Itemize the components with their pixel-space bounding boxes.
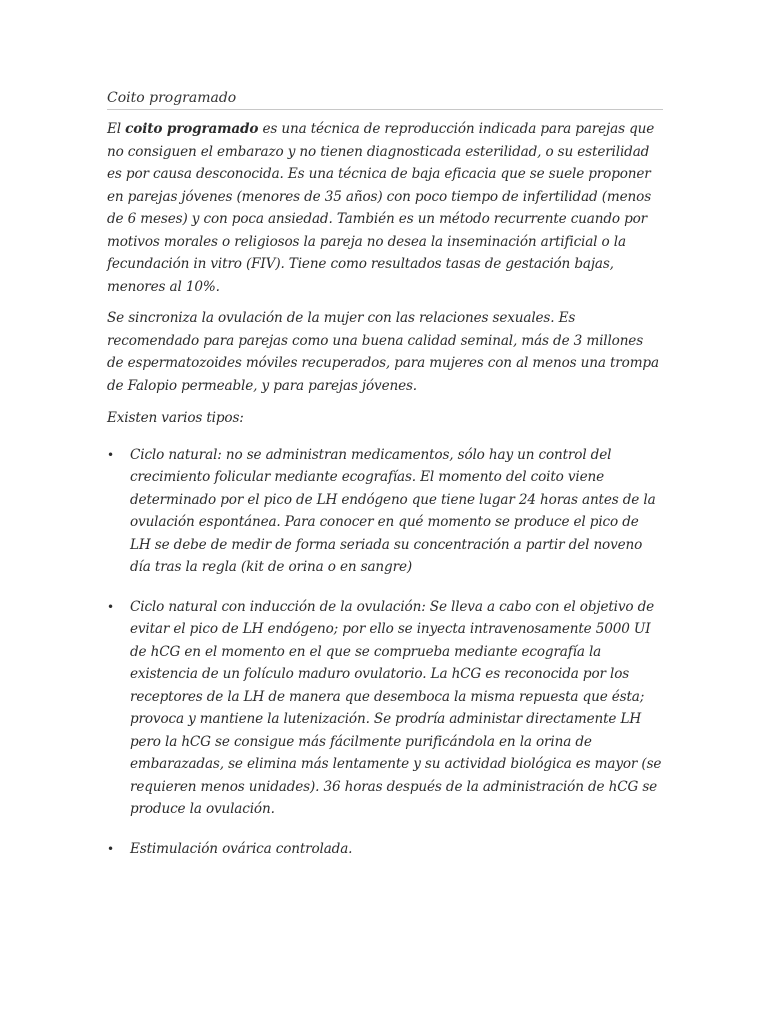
list-item-natural-cycle <box>107 444 663 579</box>
section-heading: Coito programado <box>107 88 663 110</box>
list-item-induced-ovulation <box>107 596 663 821</box>
bullet-icon: • <box>107 841 114 856</box>
term-coito-programado: coito programado <box>125 121 259 137</box>
bullet-icon: • <box>107 447 114 462</box>
paragraph-types-intro: Existen varios tipos: <box>107 410 244 426</box>
paragraph-definition-body: es una técnica de reproducción indicada para parejas que no consiguen el embarazo y no tienen diagnosticada esterilidad, o su esterilidad es por causa desconocida. Es una técnica de baja eficacia que se suele proponer en parejas jóvenes (menores de 35 años) con poco tiempo de infertilidad (menos de 6 meses) y con poca ansiedad. También es un método recurrente cuando por motivos morales o religiosos la pareja no desea la inseminación artificial o la fecundación in vitro (FIV). Tiene como resultados tasas de gestación bajas, menores al 10%. <box>107 121 655 295</box>
document-page <box>107 88 663 877</box>
list-item-text: Ciclo natural con inducción de la ovulación: Se lleva a cabo con el objetivo de evitar el pico de LH endógeno; por ello se inyecta intravenosamente 5000 UI de hCG en el momento en el que se comprueba mediante ecografía la existencia de un folículo maduro ovulatorio. La hCG es reconocida por los receptores de la LH de manera que desemboca la misma repuesta que ésta; provoca y mantiene la lutenización. Se prodría administar directamente LH pero la hCG se consigue más fácilmente purificándola en la orina de embarazadas, se elimina más lentamente y su actividad biológica es mayor (se requieren menos unidades). 36 horas después de la administración de hCG se produce la ovulación. <box>130 598 662 817</box>
paragraph-definition-prefix: El <box>107 121 126 137</box>
paragraph-synchronization: Se sincroniza la ovulación de la mujer con las relaciones sexuales. Es recomendado para parejas como una buena calidad seminal, más de 3 millones de espermatozoides móviles recuperados, para mujeres con al menos una trompa de Falopio permeable, y para parejas jóvenes. <box>107 310 659 394</box>
list-item-text: Estimulación ovárica controlada. <box>130 840 353 857</box>
paragraph-definition <box>107 118 663 298</box>
list-item-text: Ciclo natural: no se administran medicamentos, sólo hay un control del crecimiento folicular mediante ecografías. El momento del coito viene determinado por el pico de LH endógeno que tiene lugar 24 horas antes de la ovulación espontánea. Para conocer en qué momento se produce el pico de LH se debe de medir de forma seriada su concentración a partir del noveno día tras la regla (kit de orina o en sangre) <box>130 446 656 575</box>
list-item-ovarian-stimulation <box>107 838 663 861</box>
bullet-icon: • <box>107 599 114 614</box>
types-list <box>107 444 663 861</box>
